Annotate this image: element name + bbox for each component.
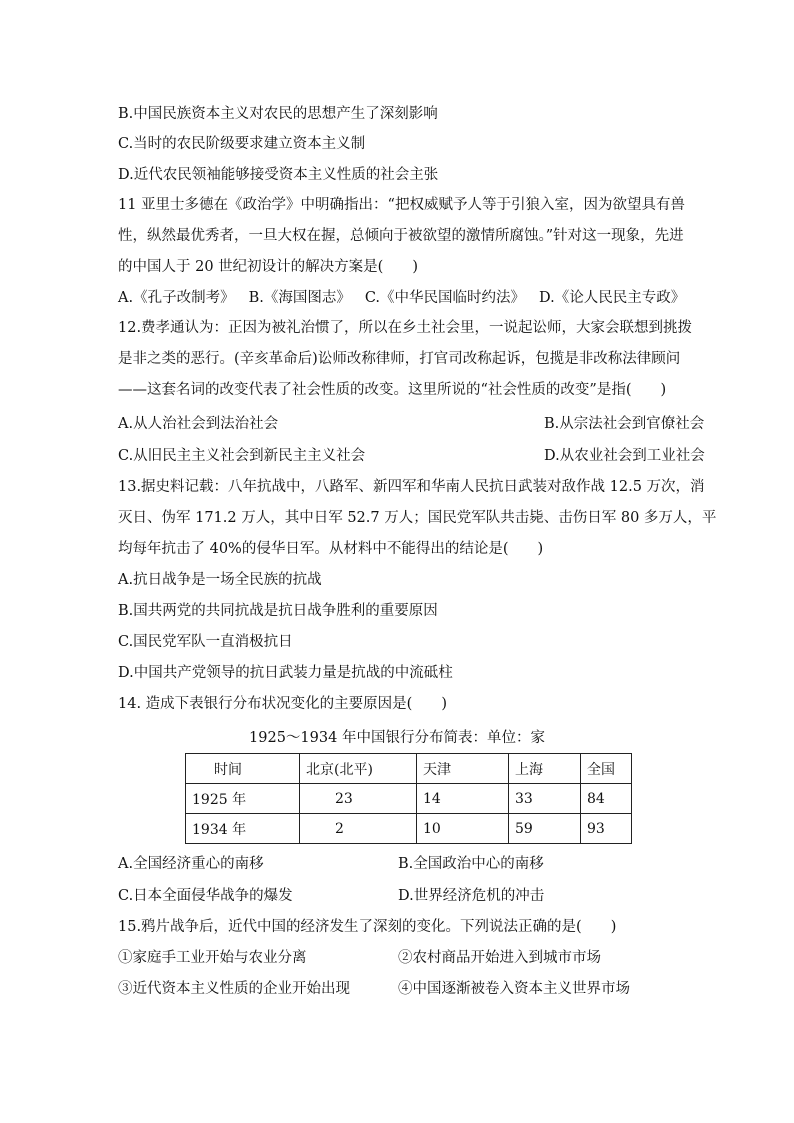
q12-option-d: D.从农业社会到工业社会 (544, 448, 705, 464)
q13-stem-line3: 均每年抗击了 40%的侵华日军。从材料中不能得出的结论是( ) (118, 541, 544, 557)
q11-stem-line2: 性，纵然最优秀者，一旦大权在握，总倾向于被欲望的激情所腐蚀。”针对这一现象，先进 (118, 228, 684, 244)
bank-distribution-table (185, 753, 632, 844)
q14-option-a: A.全国经济重心的南移 (118, 856, 264, 872)
q15-row-12 (118, 948, 601, 968)
table-cell: 84 (581, 784, 632, 814)
q12-option-c: C.从旧民主主义社会到新民主主义社会 (118, 448, 366, 464)
table-cell: 2 (300, 814, 417, 844)
table-header-row (186, 754, 632, 784)
q10-option-b: B.中国民族资本主义对农民的思想产生了深刻影响 (118, 106, 438, 122)
q11-options (118, 288, 699, 308)
q14-row-cd (118, 886, 545, 906)
q14-stem: 14. 造成下表银行分布状况变化的主要原因是( ) (118, 696, 447, 712)
q12-option-a: A.从人治社会到法治社会 (118, 416, 279, 432)
header-cell: 北京(北平) (300, 754, 417, 784)
q14-row-ab (118, 854, 544, 874)
q12-row-cd (118, 446, 705, 466)
q15-statement-3: ③近代资本主义性质的企业开始出现 (118, 981, 350, 997)
q11-option-b: B.《海国图志》 (248, 290, 351, 306)
q13-option-b: B.国共两党的共同抗战是抗日战争胜利的重要原因 (118, 603, 438, 619)
q11-option-c: C.《中华民国临时约法》 (364, 290, 526, 306)
table-row (186, 814, 632, 844)
q11-option-a: A.《孔子改制考》 (118, 290, 235, 306)
header-cell: 天津 (417, 754, 509, 784)
q12-stem-line3: ——这套名词的改变代表了社会性质的改变。这里所说的“社会性质的改变”是指( ) (118, 382, 667, 398)
table-cell: 33 (509, 784, 581, 814)
q15-statement-4: ④中国逐渐被卷入资本主义世界市场 (398, 981, 630, 997)
q14-option-d: D.世界经济危机的冲击 (398, 888, 545, 904)
q13-option-a: A.抗日战争是一场全民族的抗战 (118, 572, 322, 588)
header-cell: 上海 (509, 754, 581, 784)
header-cell: 时间 (186, 754, 300, 784)
q11-stem-line1: 11 亚里士多德在《政治学》中明确指出：“把权威赋予人等于引狼入室，因为欲望具有兽 (118, 197, 685, 213)
table-cell: 23 (300, 784, 417, 814)
q14-option-c: C.日本全面侵华战争的爆发 (118, 888, 293, 904)
q15-statement-2: ②农村商品开始进入到城市市场 (398, 950, 601, 966)
table-caption: 1925～1934 年中国银行分布简表：单位：家 (249, 730, 545, 746)
q12-stem-line2: 是非之类的恶行。(辛亥革命后)讼师改称律师，打官司改称起诉，包揽是非改称法律顾问 (118, 351, 681, 367)
table-cell: 59 (509, 814, 581, 844)
table-cell: 1934 年 (186, 814, 300, 844)
table-cell: 14 (417, 784, 509, 814)
table-cell: 93 (581, 814, 632, 844)
q15-stem: 15.鸦片战争后，近代中国的经济发生了深刻的变化。下列说法正确的是( ) (118, 919, 617, 935)
table-cell: 10 (417, 814, 509, 844)
q12-row-ab (118, 414, 705, 434)
q11-stem-line3: 的中国人于 20 世纪初设计的解决方案是( ) (118, 259, 418, 275)
header-cell: 全国 (581, 754, 632, 784)
q15-statement-1: ①家庭手工业开始与农业分离 (118, 950, 307, 966)
q10-option-c: C.当时的农民阶级要求建立资本主义制 (118, 136, 366, 152)
q13-option-d: D.中国共产党领导的抗日武装力量是抗战的中流砥柱 (118, 665, 453, 681)
q14-option-b: B.全国政治中心的南移 (398, 856, 544, 872)
q13-stem-line2: 灭日、伪军 171.2 万人，其中日军 52.7 万人；国民党军队共击毙、击伤日军 80 多万人，平 (118, 510, 717, 526)
q10-option-d: D.近代农民领袖能够接受资本主义性质的社会主张 (118, 167, 439, 183)
q15-row-34 (118, 979, 630, 999)
q13-option-c: C.国民党军队一直消极抗日 (118, 634, 293, 650)
q13-stem-line1: 13.据史料记载：八年抗战中，八路军、新四军和华南人民抗日武装对敌作战 12.5 万次，消 (118, 479, 705, 495)
table-row (186, 784, 632, 814)
q12-stem-line1: 12.费孝通认为：正因为被礼治惯了，所以在乡土社会里，一说起讼师，大家会联想到挑拨 (118, 320, 693, 336)
table-cell: 1925 年 (186, 784, 300, 814)
q12-option-b: B.从宗法社会到官僚社会 (544, 416, 705, 432)
q11-option-d: D.《论人民民主专政》 (539, 290, 686, 306)
